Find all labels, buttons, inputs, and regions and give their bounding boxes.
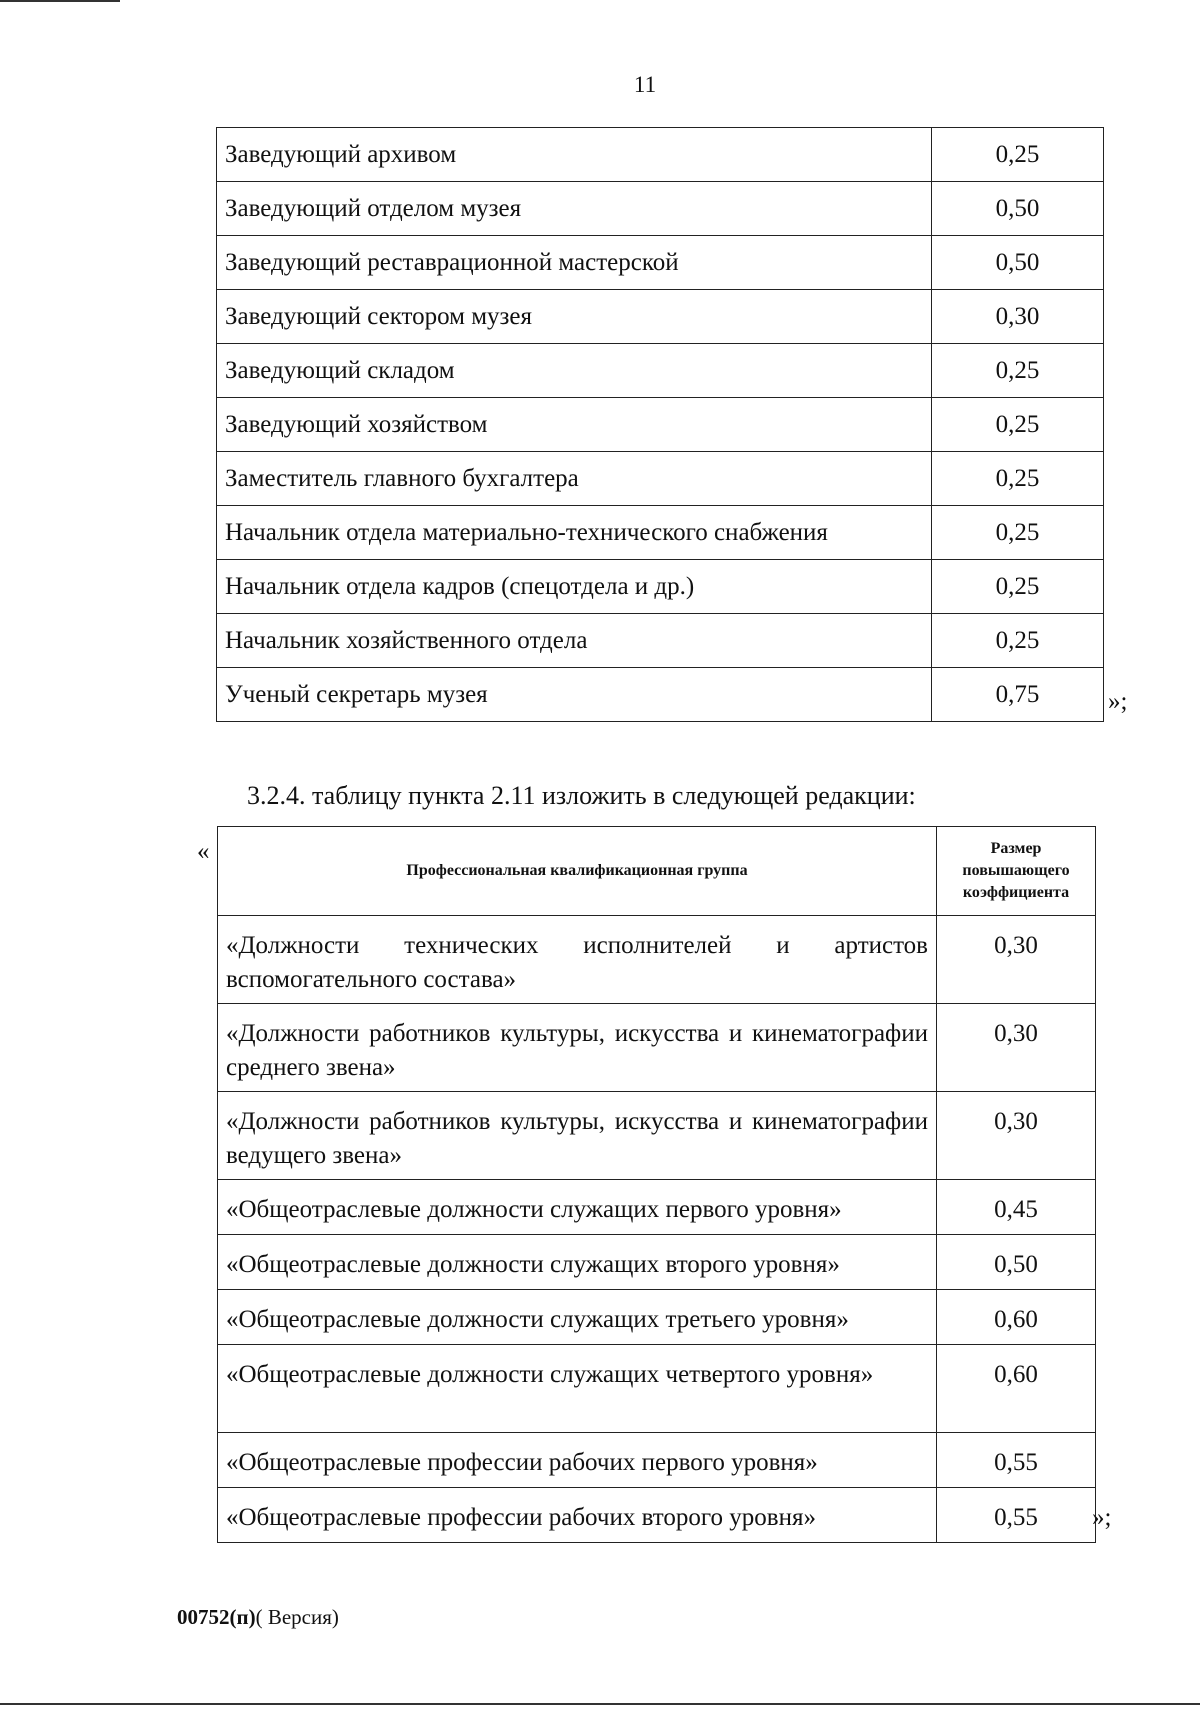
scan-edge-line — [0, 0, 120, 2]
group-name: «Должности работников культуры, искусства и кинематографии ведущего звена» — [218, 1092, 937, 1180]
position-coefficient: 0,75 — [932, 668, 1104, 722]
table-row — [217, 506, 1104, 560]
table-row — [217, 452, 1104, 506]
table-row — [217, 128, 1104, 182]
position-name: Заместитель главного бухгалтера — [217, 452, 932, 506]
table-row — [218, 1345, 1096, 1433]
group-coefficient: 0,60 — [937, 1290, 1096, 1345]
group-name: «Общеотраслевые должности служащих четвертого уровня» — [218, 1345, 937, 1433]
group-coefficient: 0,50 — [937, 1235, 1096, 1290]
group-name: «Общеотраслевые должности служащих третьего уровня» — [218, 1290, 937, 1345]
table-header-row — [218, 827, 1096, 916]
opening-quote-mark: « — [197, 838, 210, 865]
position-name: Заведующий складом — [217, 344, 932, 398]
position-coefficient: 0,25 — [932, 344, 1104, 398]
table-row — [217, 182, 1104, 236]
group-name: «Общеотраслевые профессии рабочих второго уровня» — [218, 1488, 937, 1543]
closing-quote-mark: »; — [1108, 688, 1128, 715]
table-row — [218, 916, 1096, 1004]
closing-quote-mark: »; — [1092, 1504, 1112, 1531]
position-coefficient: 0,50 — [932, 182, 1104, 236]
table-row — [218, 1180, 1096, 1235]
header-coef-line: Размер — [990, 840, 1042, 857]
header-group: Профессиональная квалификационная группа — [218, 827, 937, 916]
document-code-number: 00752(п) — [177, 1605, 256, 1629]
group-coefficient: 0,30 — [937, 1004, 1096, 1092]
table-row — [217, 290, 1104, 344]
table-row — [218, 1235, 1096, 1290]
group-name: «Общеотраслевые должности служащих второго уровня» — [218, 1235, 937, 1290]
qualification-groups-table — [217, 826, 1096, 1543]
table-row — [218, 1433, 1096, 1488]
position-name: Начальник хозяйственного отдела — [217, 614, 932, 668]
table-row — [218, 1488, 1096, 1543]
group-coefficient: 0,55 — [937, 1433, 1096, 1488]
position-coefficient: 0,50 — [932, 236, 1104, 290]
position-coefficient: 0,25 — [932, 614, 1104, 668]
group-coefficient: 0,30 — [937, 1092, 1096, 1180]
group-coefficient: 0,30 — [937, 916, 1096, 1004]
table-row — [217, 344, 1104, 398]
position-name: Начальник отдела кадров (спецотдела и др.) — [217, 560, 932, 614]
position-coefficient: 0,25 — [932, 398, 1104, 452]
group-name: «Общеотраслевые профессии рабочих первого уровня» — [218, 1433, 937, 1488]
position-coefficient: 0,25 — [932, 128, 1104, 182]
group-coefficient: 0,60 — [937, 1345, 1096, 1433]
position-name: Начальник отдела материально-технического снабжения — [217, 506, 932, 560]
position-name: Ученый секретарь музея — [217, 668, 932, 722]
position-name: Заведующий хозяйством — [217, 398, 932, 452]
amendment-paragraph: 3.2.4. таблицу пункта 2.11 изложить в следующей редакции: — [247, 781, 916, 810]
group-coefficient: 0,55 — [937, 1488, 1096, 1543]
position-coefficient: 0,25 — [932, 506, 1104, 560]
position-coefficient: 0,25 — [932, 560, 1104, 614]
page-number: 11 — [633, 72, 657, 97]
table-row — [218, 1004, 1096, 1092]
document-code — [177, 1605, 339, 1630]
group-name: «Общеотраслевые должности служащих первого уровня» — [218, 1180, 937, 1235]
group-name: «Должности работников культуры, искусства и кинематографии среднего звена» — [218, 1004, 937, 1092]
table-row — [217, 668, 1104, 722]
positions-table — [216, 127, 1104, 722]
table-row — [217, 236, 1104, 290]
position-coefficient: 0,30 — [932, 290, 1104, 344]
table-row — [218, 1290, 1096, 1345]
position-name: Заведующий сектором музея — [217, 290, 932, 344]
position-coefficient: 0,25 — [932, 452, 1104, 506]
header-coef-line: коэффициента — [962, 884, 1070, 901]
table-row — [217, 398, 1104, 452]
scan-edge-line — [0, 1703, 1200, 1705]
document-version: ( Версия) — [255, 1605, 339, 1629]
table-row — [217, 560, 1104, 614]
header-coefficient — [937, 827, 1096, 916]
header-coef-line: повышающего — [962, 862, 1070, 879]
table-row — [218, 1092, 1096, 1180]
group-name: «Должности технических исполнителей и артистов вспомогательного состава» — [218, 916, 937, 1004]
table-row — [217, 614, 1104, 668]
position-name: Заведующий отделом музея — [217, 182, 932, 236]
position-name: Заведующий реставрационной мастерской — [217, 236, 932, 290]
position-name: Заведующий архивом — [217, 128, 932, 182]
group-coefficient: 0,45 — [937, 1180, 1096, 1235]
